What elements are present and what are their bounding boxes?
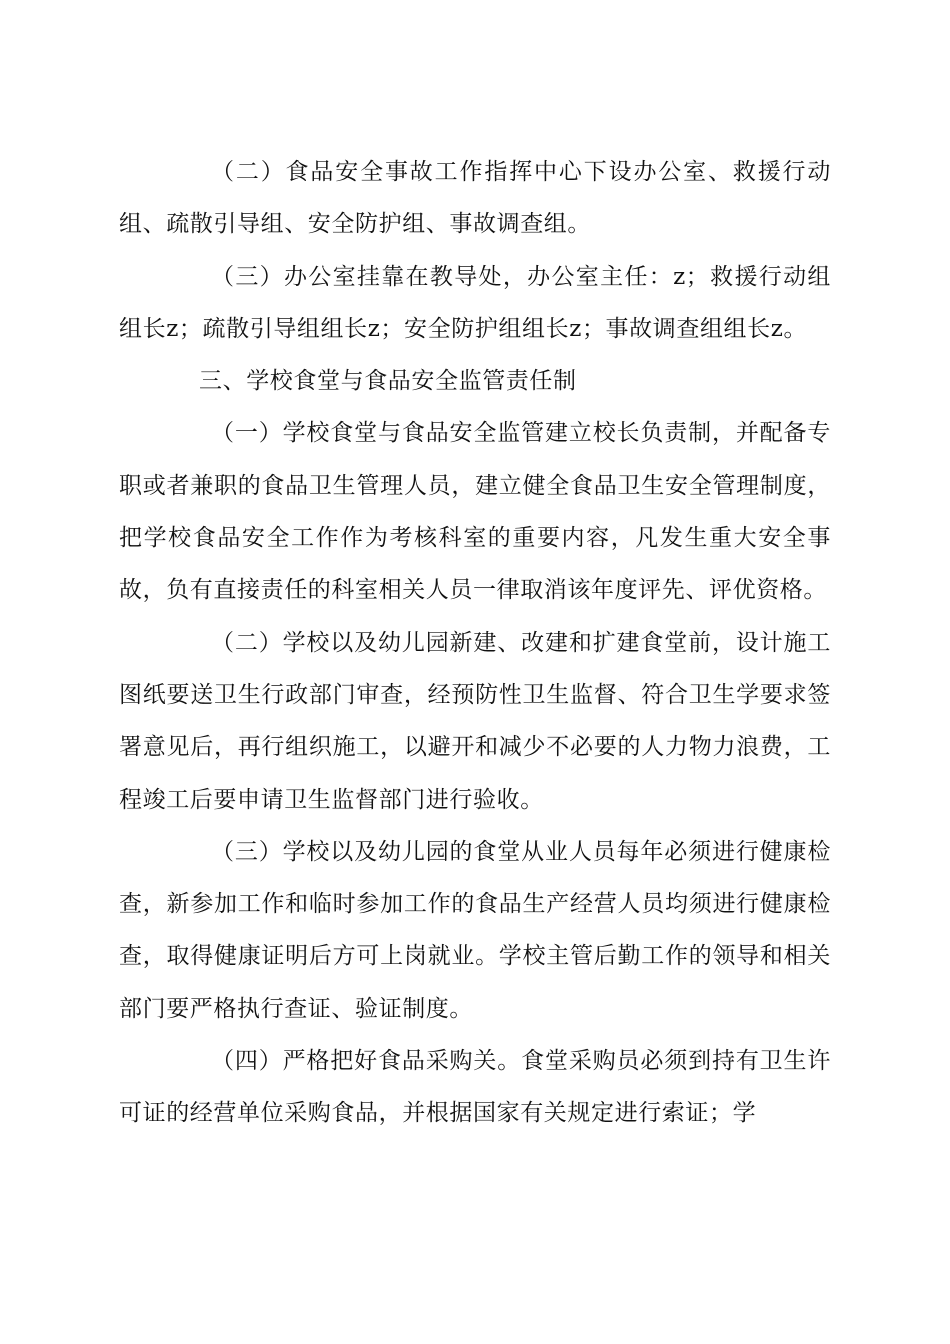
paragraph-principal-responsibility: （一）学校食堂与食品安全监管建立校长负责制，并配备专职或者兼职的食品卫生管理人员，建立健全食品卫生安全管理制度，把学校食品安全工作作为考核科室的重要内容，凡发生重大安全事故，负有直接责任的科室相关人员一律取消该年度评先、评优资格。 [119,420,831,604]
paragraph-procurement: （四）严格把好食品采购关。食堂采购员必须到持有卫生许可证的经营单位采购食品，并根据国家有关规定进行索证；学 [119,1048,831,1127]
section-heading-responsibility: 三、学校食堂与食品安全监管责任制 [199,368,577,395]
paragraph-office-leaders: （三）办公室挂靠在教导处，办公室主任：z；救援行动组组长z；疏散引导组组长z；安全防护组组长z；事故调查组组长z。 [119,263,831,342]
paragraph-health-checks: （三）学校以及幼儿园的食堂从业人员每年必须进行健康检查，新参加工作和临时参加工作的食品生产经营人员均须进行健康检查，取得健康证明后方可上岗就业。学校主管后勤工作的领导和相关部门要严格执行查证、验证制度。 [119,838,831,1022]
document-body [119,146,831,1140]
paragraph-construction-review: （二）学校以及幼儿园新建、改建和扩建食堂前，设计施工图纸要送卫生行政部门审查，经预防性卫生监督、符合卫生学要求签署意见后，再行组织施工，以避开和减少不必要的人力物力浪费，工程竣工后要申请卫生监督部门进行验收。 [119,629,831,813]
paragraph-office-subgroups: （二）食品安全事故工作指挥中心下设办公室、救援行动组、疏散引导组、安全防护组、事故调查组。 [119,159,831,238]
